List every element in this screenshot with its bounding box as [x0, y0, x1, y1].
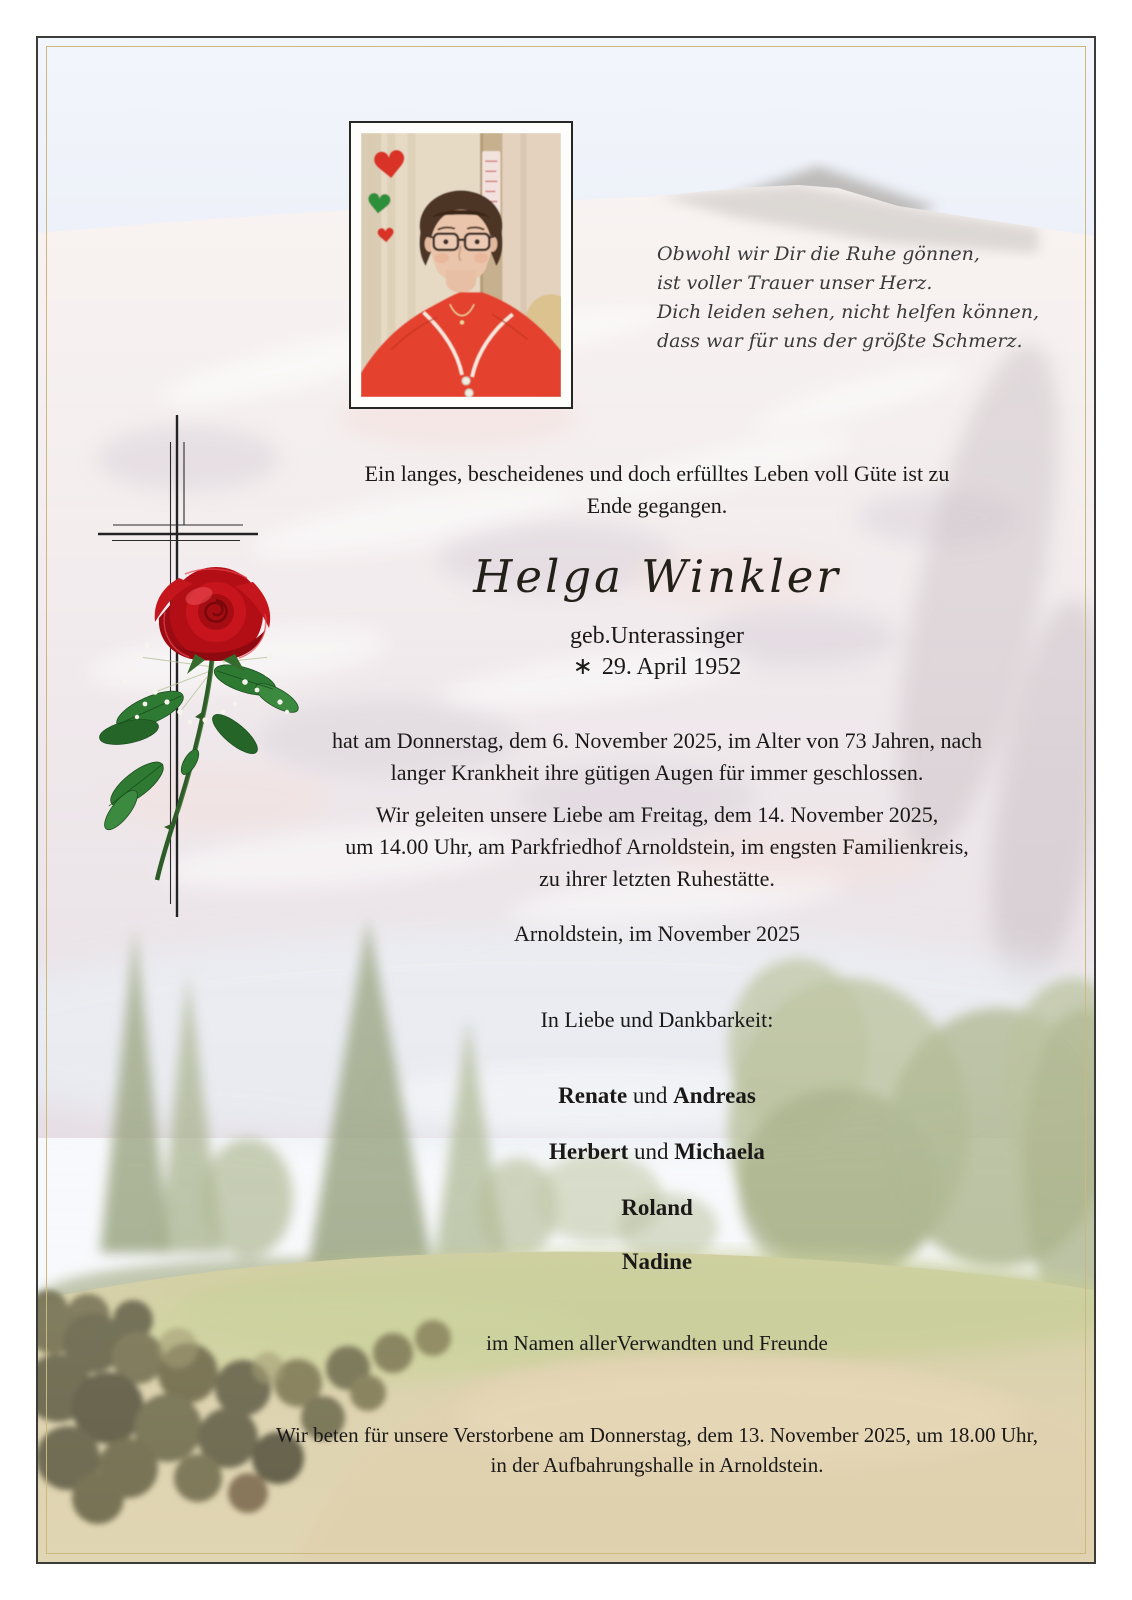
mourner-name: Nadine: [621, 1249, 693, 1274]
poem-line: dass war für uns der größte Schmerz.: [657, 330, 1023, 352]
birth-star-icon: ∗: [572, 654, 593, 680]
mourner-name: Roland: [621, 1195, 693, 1220]
closing-line: In Liebe und Dankbarkeit:: [540, 1007, 774, 1032]
mourner-name: Herbert: [549, 1139, 629, 1164]
mourner-name: Michaela: [674, 1139, 765, 1164]
funeral-text: [182, 799, 1096, 895]
announcement-line: hat am Donnerstag, dem 6. November 2025, im Alter von 73 Jahren, nach: [331, 728, 983, 753]
mourner-row: [182, 1083, 1096, 1109]
mourner-name: Renate: [558, 1083, 628, 1108]
poem-line: Obwohl wir Dir die Ruhe gönnen,: [657, 243, 980, 265]
mourner-row: [182, 1249, 1096, 1275]
poem-line: Dich leiden sehen, nicht helfen können,: [657, 301, 1040, 323]
funeral-line: Wir geleiten unsere Liebe am Freitag, dem 14. November 2025,: [375, 802, 939, 827]
prayer-text: [182, 1420, 1096, 1480]
card-frame: [36, 36, 1096, 1564]
prayer-line: in der Aufbahrungshalle in Arnoldstein.: [490, 1453, 824, 1477]
prayer-line: Wir beten für unsere Verstorbene am Donnerstag, dem 13. November 2025, um 18.00 Uhr,: [276, 1423, 1038, 1447]
mourner-connector: und: [627, 1083, 674, 1108]
dateline: Arnoldstein, im November 2025: [514, 921, 800, 946]
in-name-of-line: im Namen allerVerwandten und Freunde: [486, 1331, 828, 1355]
intro-line: Ende gegangen.: [586, 493, 728, 518]
announcement-text: [182, 725, 1096, 789]
birth-date-line: [182, 652, 1096, 681]
mourner-connector: und: [628, 1139, 675, 1164]
intro-text: [182, 458, 1096, 522]
mourner-name: Andreas: [673, 1083, 756, 1108]
funeral-line: zu ihrer letzten Ruhestätte.: [539, 866, 775, 891]
funeral-line: um 14.00 Uhr, am Parkfriedhof Arnoldstein, im engsten Familienkreis,: [345, 834, 969, 859]
maiden-name: geb.Unterassinger: [570, 623, 744, 649]
birth-date: 29. April 1952: [601, 654, 742, 680]
mourner-row: [182, 1139, 1096, 1165]
mourner-row: [182, 1195, 1096, 1221]
portrait-photo: [349, 121, 573, 409]
announcement-line: langer Krankheit ihre gütigen Augen für immer geschlossen.: [390, 760, 924, 785]
poem: [657, 240, 1039, 356]
poem-line: ist voller Trauer unser Herz.: [657, 272, 933, 294]
intro-line: Ein langes, bescheidenes und doch erfülltes Leben voll Güte ist zu: [364, 461, 950, 486]
deceased-name: Helga Winkler: [473, 550, 841, 603]
